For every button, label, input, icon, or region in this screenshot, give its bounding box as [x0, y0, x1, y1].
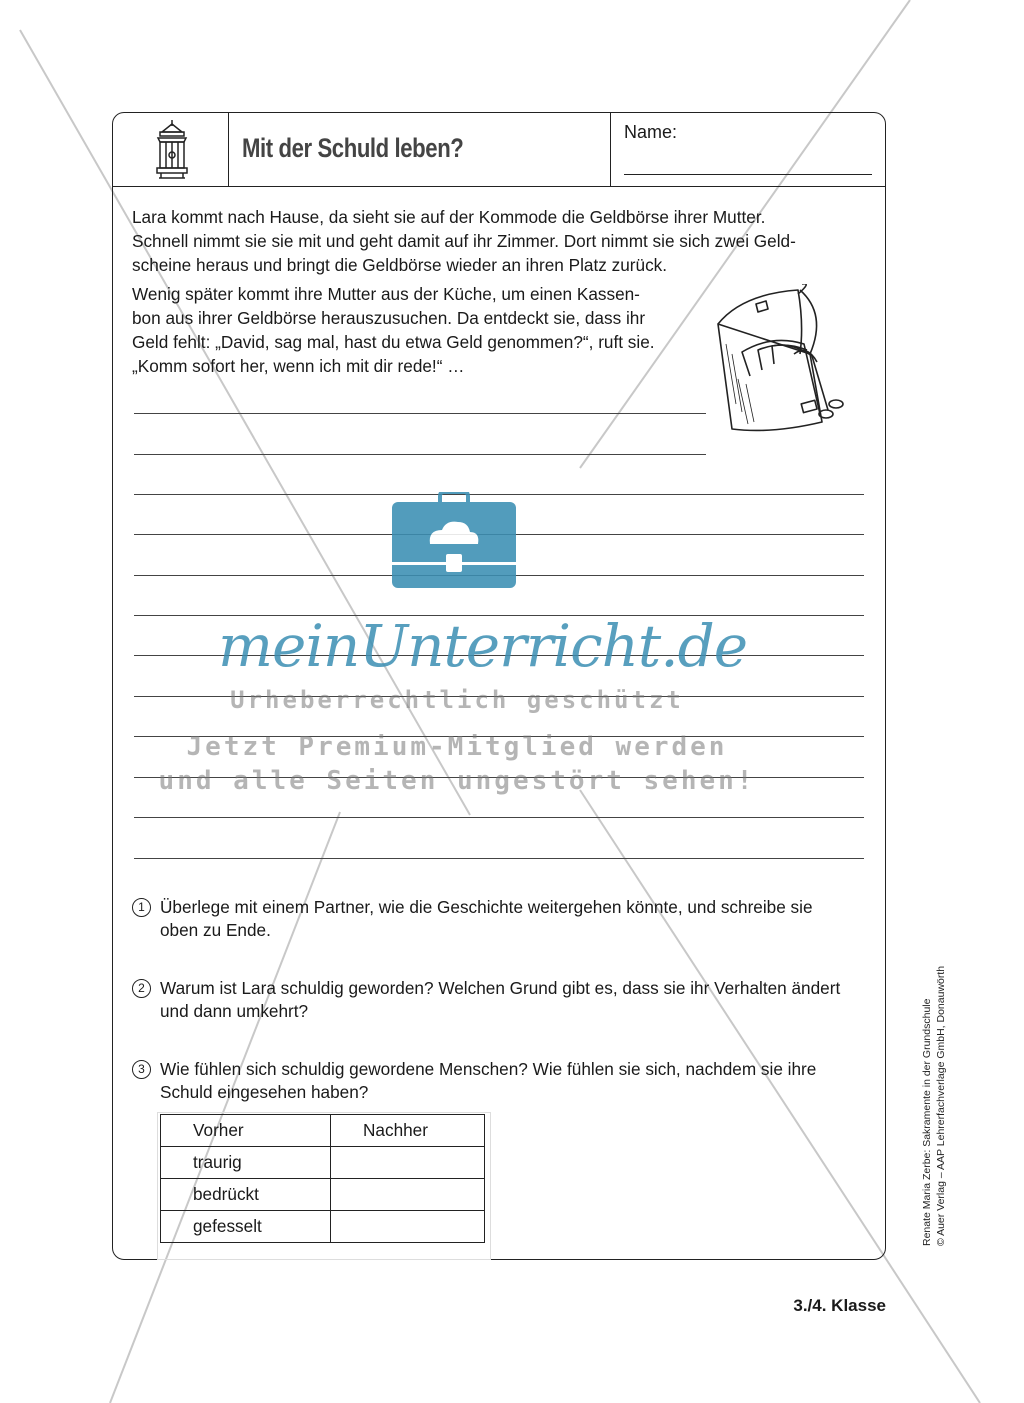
- text-line: bon aus ihrer Geldbörse herauszusuchen. Da entdeckt sie, dass ihr: [132, 308, 646, 328]
- text-line: Geld fehlt: „David, sag mal, hast du etwa Geld genommen?“, ruft sie.: [132, 332, 655, 352]
- header-divider-right: [610, 112, 611, 187]
- task-2: [132, 977, 852, 1023]
- table-row: [161, 1179, 485, 1211]
- watermark-line-1: Urheberrechtlich geschützt: [230, 686, 684, 714]
- wallet-illustration: [712, 284, 862, 444]
- table-row: [161, 1147, 485, 1179]
- table-cell-input[interactable]: [331, 1211, 485, 1243]
- publisher-credit: [920, 966, 948, 1246]
- feelings-table: [160, 1114, 485, 1243]
- name-label: Name:: [624, 122, 678, 142]
- writing-line[interactable]: [134, 413, 706, 414]
- grade-label: 3./4. Klasse: [793, 1296, 886, 1315]
- task-1: [132, 896, 852, 942]
- writing-line[interactable]: [134, 858, 864, 859]
- table-header-row: [161, 1115, 485, 1147]
- watermark-line-2: Jetzt Premium-Mitglied werden: [186, 732, 728, 762]
- text-line: Lara kommt nach Hause, da sieht sie auf der Kommode die Geldbörse ihrer Mutter.: [132, 207, 766, 227]
- table-row: [161, 1211, 485, 1243]
- table-cell-input[interactable]: [331, 1179, 485, 1211]
- credit-line: Renate Maria Zerbe: Sakramente in der Grundschule: [921, 998, 933, 1246]
- name-input-line[interactable]: [624, 174, 872, 175]
- task-number: 3: [132, 1060, 151, 1079]
- schoolbag-logo-icon: [390, 492, 518, 592]
- task-text: Überlege mit einem Partner, wie die Geschichte weitergehen könnte, und schreibe sie oben zu Ende.: [160, 897, 813, 940]
- writing-line[interactable]: [134, 817, 864, 818]
- text-line: Wenig später kommt ihre Mutter aus der Küche, um einen Kassen-: [132, 284, 640, 304]
- task-3: [132, 1058, 852, 1104]
- table-cell: gefesselt: [161, 1211, 331, 1243]
- header-divider-left: [228, 112, 229, 187]
- writing-line[interactable]: [134, 454, 706, 455]
- watermark-line-3: und alle Seiten ungestört sehen!: [158, 766, 756, 796]
- column-header-after: Nachher: [331, 1115, 485, 1147]
- task-number: 1: [132, 898, 151, 917]
- task-number: 2: [132, 979, 151, 998]
- task-text: Warum ist Lara schuldig geworden? Welchen Grund gibt es, dass sie ihr Verhalten ändert und dann umkehrt?: [160, 978, 841, 1021]
- story-paragraph-1: [132, 205, 796, 277]
- page-title: Mit der Schuld leben?: [242, 133, 464, 163]
- text-line: Schnell nimmt sie sie mit und geht damit auf ihr Zimmer. Dort nimmt sie sich zwei Geld-: [132, 231, 796, 251]
- table-cell: traurig: [161, 1147, 331, 1179]
- table-cell: bedrückt: [161, 1179, 331, 1211]
- table-cell-input[interactable]: [331, 1147, 485, 1179]
- text-line: scheine heraus und bringt die Geldbörse wieder an ihren Platz zurück.: [132, 255, 668, 275]
- story-paragraph-2: [132, 282, 655, 378]
- column-header-before: Vorher: [161, 1115, 331, 1147]
- text-line: „Komm sofort her, wenn ich mit dir rede!“ …: [132, 356, 465, 376]
- lantern-icon: [148, 118, 196, 182]
- watermark-brand: meinUnterricht.de: [218, 612, 748, 680]
- credit-line: © Auer Verlag – AAP Lehrerfachverlage GmbH, Donauwörth: [935, 965, 947, 1246]
- task-text: Wie fühlen sich schuldig gewordene Menschen? Wie fühlen sie sich, nachdem sie ihre Schuld eingesehen haben?: [160, 1059, 817, 1102]
